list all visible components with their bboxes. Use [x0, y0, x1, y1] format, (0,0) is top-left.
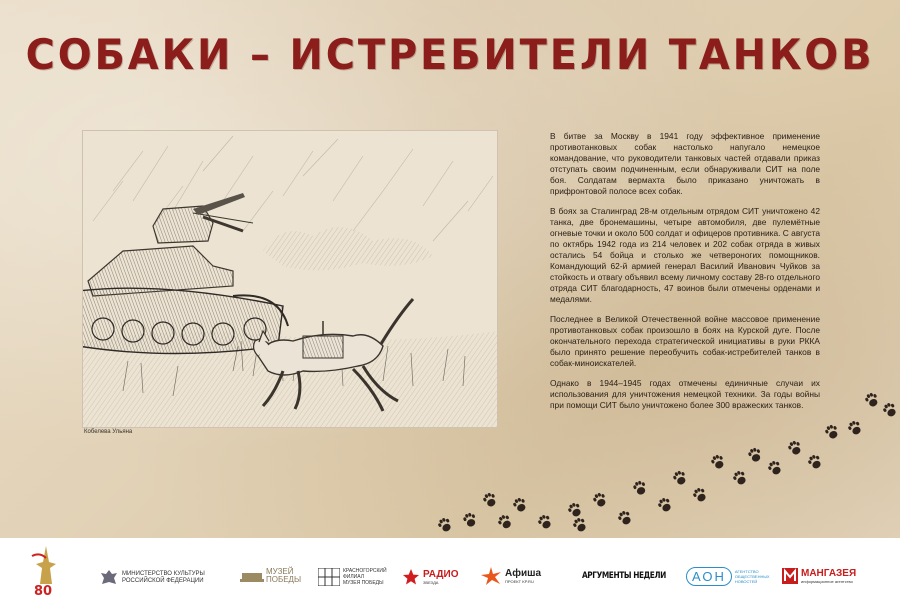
museum-line1: МУЗЕЙ — [266, 567, 294, 576]
krasnogorsk-line3: МУЗЕЯ ПОБЕДЫ — [343, 580, 384, 586]
illustration-caption: Кобелева Ульяна — [84, 429, 133, 435]
paw-print-icon — [571, 516, 588, 534]
anniversary-number: 80 — [34, 584, 53, 599]
paw-print-icon — [710, 453, 727, 470]
paw-print-icon — [462, 511, 478, 528]
article-text — [550, 131, 820, 420]
poster-title: СОБАКИ – ИСТРЕБИТЕЛИ ТАНКОВ — [25, 30, 875, 79]
mangazeya-sublabel: информационное агентство — [801, 578, 853, 584]
mangazeya-label: МАНГАЗЕЯ — [801, 567, 857, 579]
mangazeya-logo — [782, 568, 856, 584]
aon-sub3: НОВОСТЕЙ — [734, 579, 758, 584]
argumenty-nedeli-logo — [582, 571, 684, 581]
anniversary-logo — [26, 544, 66, 598]
ministry-line2: РОССИЙСКОЙ ФЕДЕРАЦИИ — [122, 578, 204, 584]
krasnogorsk-line2: ФИЛИАЛ — [343, 574, 364, 580]
aon-logo — [686, 567, 770, 586]
paw-print-icon — [747, 446, 763, 463]
paw-print-icon — [691, 486, 708, 504]
paw-print-icon — [766, 459, 783, 477]
paw-print-icon — [512, 496, 529, 513]
paw-print-icon — [656, 496, 673, 514]
ministry-culture-logo — [100, 568, 205, 588]
victory-museum-logo — [240, 568, 301, 584]
paw-print-icon — [436, 516, 453, 534]
paw-print-icon — [824, 423, 841, 440]
paragraph-1944: Однако в 1944–1945 годах отмечены единичные случаи их использования для уничтожения немецкой техники. За годы войны при помощи СИТ было уничтожено более 300 вражеских танков. — [550, 378, 820, 410]
aon-label: АОН — [686, 567, 732, 586]
ministry-line1: МИНИСТЕРСТВО КУЛЬТУРЫ — [122, 571, 205, 577]
afisha-label: Афиша — [505, 567, 542, 579]
paw-print-icon — [496, 513, 514, 531]
tank-figure — [83, 193, 288, 354]
paw-print-icon — [616, 509, 633, 527]
paw-print-icon — [482, 491, 499, 508]
paragraph-moscow: В битве за Москву в 1941 году эффективное применение противотанковых собак настолько напугало немецкое командование, что руководители танковых частей отдавали приказ отступать своим подчиненным, если обнаруживали СИТ на поле боя. Солдатам вермахта было приказано уничтожать в прифронтовой полосе всех собак. — [550, 131, 820, 196]
museum-building-icon — [240, 568, 264, 584]
afisha-sublabel: ПРОЕКТ KP.RU — [505, 578, 534, 584]
radio-sublabel: ЗВЕЗДА — [423, 579, 439, 585]
afisha-logo — [480, 566, 541, 586]
aon-sub2: ОБЩЕСТВЕННЫХ — [734, 574, 770, 579]
paw-print-icon — [731, 469, 748, 487]
red-star-icon — [402, 568, 420, 586]
paw-print-icon — [632, 479, 648, 496]
paw-print-icon — [536, 513, 553, 531]
paragraph-kursk: Последнее в Великой Отечественной войне массовое применение противотанковых собак произошло в боях на Курской дуге. После окончательного перехода стратегической инициативы в руки РККА было принято решение переобучить собак-истребителей танков в собак-миноискателей. — [550, 314, 820, 368]
paw-print-icon — [846, 419, 863, 437]
star-burst-icon — [480, 566, 502, 586]
paw-print-icon — [672, 469, 689, 486]
radio-label: РАДИО — [423, 568, 459, 580]
paw-print-icon — [592, 491, 609, 508]
paw-print-icon — [806, 453, 823, 471]
partners-footer — [0, 538, 900, 600]
paw-print-icon — [881, 401, 898, 419]
argumenty-label: АРГУМЕНТЫ НЕДЕЛИ — [582, 571, 666, 581]
paw-print-icon — [864, 391, 881, 408]
paw-print-icon — [787, 439, 804, 456]
paragraph-stalingrad: В боях за Сталинград 28-м отдельным отрядом СИТ уничтожено 42 танка, две бронемашины, четыре автомобиля, две пулемётные огневые точки и около 500 солдат и офицеров противника. С августа по октябрь 1942 года из 214 человек и 202 собак отряда в живых остались 54 бойца и столько же четвероногих помощников. Командующий 62-й армией генерал Василий Иванович Чуйков за стойкость и отвагу объявил всему личному составу 28-го отдельного отряда СИТ благодарность, 47 воинов были отмечены орденами и медалями. — [550, 206, 821, 304]
aon-sub1: АГЕНТСТВО — [734, 569, 759, 574]
mmm-grid-icon — [318, 568, 340, 586]
museum-line2: ПОБЕДЫ — [266, 575, 302, 584]
tank-dog-sketch — [82, 130, 498, 428]
paw-print-icon — [566, 501, 583, 519]
eagle-emblem-icon — [100, 568, 118, 588]
krasnogorsk-branch-logo — [318, 568, 387, 586]
krasnogorsk-line1: КРАСНОГОРСКИЙ — [343, 568, 387, 574]
sketch-drawing — [83, 131, 498, 428]
radio-zvezda-logo — [402, 568, 458, 586]
m-square-icon — [782, 568, 798, 584]
